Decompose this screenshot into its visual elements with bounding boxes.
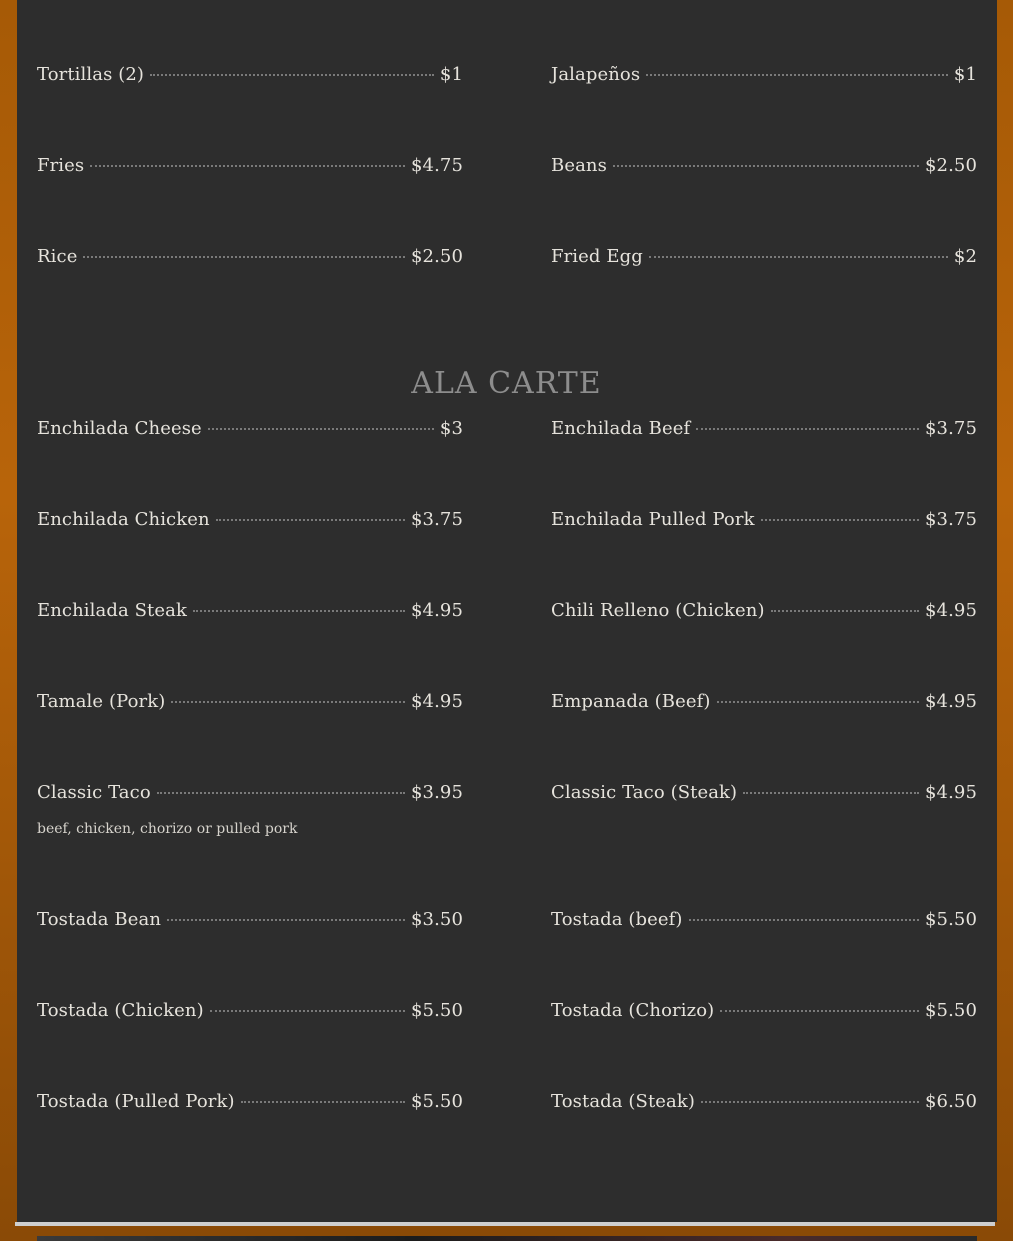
menu-item [37,1000,463,1021]
item-price: $3.75 [410,509,463,530]
dot-leader [771,610,919,612]
item-price: $5.50 [924,1000,977,1021]
item-name: Tortillas (2) [37,64,145,85]
item-name: Classic Taco [37,782,151,803]
menu-item-jalapenos [551,64,977,85]
item-price: $4.95 [924,782,977,803]
menu-item [551,1000,977,1021]
item-name: Fries [37,155,85,176]
divider [15,1222,995,1226]
item-price: $4.75 [410,155,463,176]
dot-leader [216,519,405,521]
item-price: $2.50 [410,246,463,267]
dot-leader [193,610,405,612]
dot-leader [83,256,405,258]
item-name: Fried Egg [551,246,643,267]
item-price: $5.50 [924,909,977,930]
item-price: $4.95 [410,600,463,621]
item-price: $6.50 [924,1091,977,1112]
item-price: $5.50 [410,1091,463,1112]
dot-leader [167,919,405,921]
item-price: $4.95 [410,691,463,712]
item-name: Tostada (Steak) [551,1091,696,1112]
dot-leader [649,256,948,258]
item-name: Empanada (Beef) [551,691,711,712]
item-name: Enchilada Beef [551,418,691,439]
menu-item [551,691,977,712]
item-name: Tostada Bean [37,909,162,930]
dot-leader [761,519,919,521]
menu-item-fried-egg [551,246,977,267]
image-strip [37,1236,977,1241]
menu-item [551,909,977,930]
dot-leader [150,74,434,76]
item-price: $3.50 [410,909,463,930]
dot-leader [646,74,948,76]
item-name: Jalapeños [551,64,641,85]
menu-item [37,1091,463,1112]
item-name: Tamale (Pork) [37,691,166,712]
menu-item [37,600,463,621]
item-name: Enchilada Pulled Pork [551,509,755,530]
menu-item-tortillas [37,64,463,85]
menu-item [37,418,463,439]
menu-item-fries [37,155,463,176]
item-name: Tostada (Chicken) [37,1000,204,1021]
dot-leader [613,165,919,167]
menu-item-beans [551,155,977,176]
dot-leader [689,919,919,921]
dot-leader [210,1010,405,1012]
item-price: $3.75 [924,418,977,439]
menu-item-rice [37,246,463,267]
menu-item [551,509,977,530]
item-name: Enchilada Chicken [37,509,210,530]
dot-leader [720,1010,919,1012]
menu-item [37,509,463,530]
menu-item [37,782,463,803]
dot-leader [696,428,919,430]
dot-leader [241,1101,405,1103]
menu-item [37,691,463,712]
item-price: $3 [439,418,463,439]
menu-item [551,1091,977,1112]
dot-leader [90,165,405,167]
item-name: Tostada (beef) [551,909,683,930]
item-name: Chili Relleno (Chicken) [551,600,765,621]
dot-leader [701,1101,919,1103]
dot-leader [717,701,919,703]
item-price: $4.95 [924,600,977,621]
menu-item [551,782,977,803]
menu-item [37,909,463,930]
item-name: Enchilada Steak [37,600,187,621]
item-price: $1 [439,64,463,85]
section-title: ALA CARTE [411,366,602,401]
menu-item [551,418,977,439]
item-description: beef, chicken, chorizo or pulled pork [37,821,298,837]
item-name: Beans [551,155,607,176]
item-price: $5.50 [410,1000,463,1021]
item-name: Classic Taco (Steak) [551,782,738,803]
item-price: $3.75 [924,509,977,530]
dot-leader [157,792,405,794]
dot-leader [743,792,919,794]
item-price: $1 [953,64,977,85]
item-price: $4.95 [924,691,977,712]
item-price: $2 [953,246,977,267]
dot-leader [208,428,434,430]
item-name: Tostada (Chorizo) [551,1000,715,1021]
menu-item [551,600,977,621]
item-name: Rice [37,246,78,267]
item-price: $3.95 [410,782,463,803]
item-name: Tostada (Pulled Pork) [37,1091,235,1112]
dot-leader [171,701,405,703]
item-name: Enchilada Cheese [37,418,202,439]
item-price: $2.50 [924,155,977,176]
